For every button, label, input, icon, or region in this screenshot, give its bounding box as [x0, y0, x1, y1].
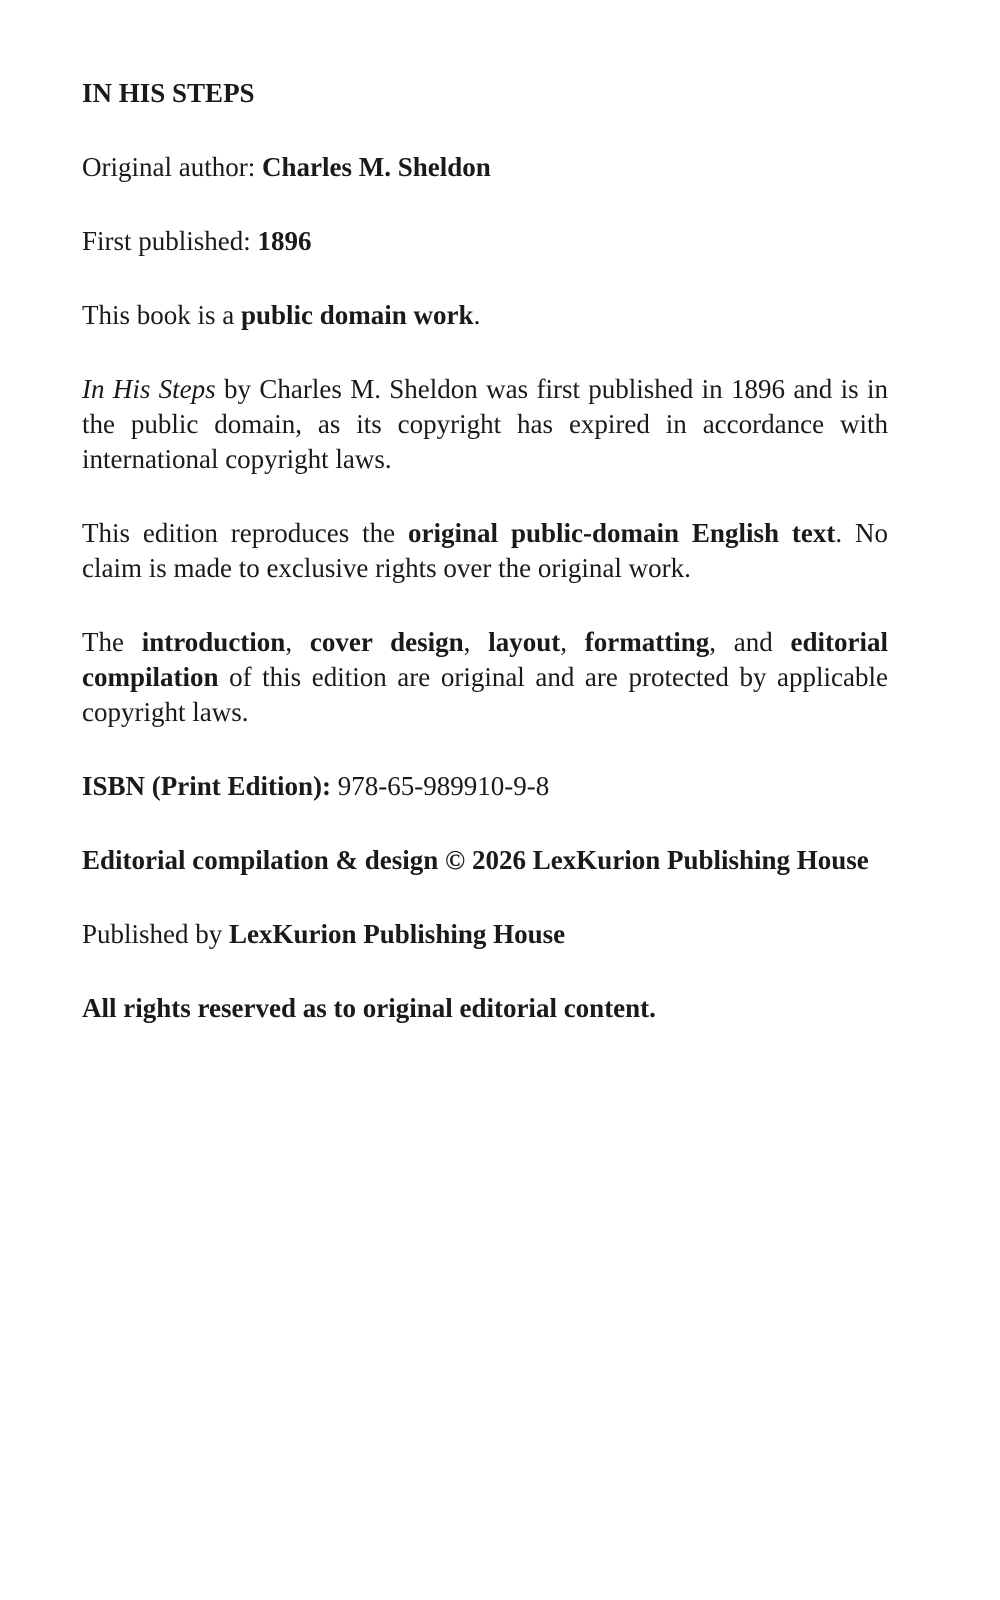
original-item-formatting: formatting [584, 627, 710, 657]
original-item-introduction: introduction [141, 627, 286, 657]
public-domain-suffix: . [473, 300, 481, 330]
copyright-status-text: by Charles M. Sheldon was first published in 1896 and is in the public domain, as its copyright has expired in accordance with international copyright laws. [82, 374, 888, 474]
author-line [82, 150, 888, 185]
edition-note-suffix: . No claim is made to exclusive rights over the original work. [82, 518, 888, 583]
book-title: IN HIS STEPS [82, 78, 255, 108]
author-name: Charles M. Sheldon [261, 152, 491, 182]
publisher-label: Published by [82, 919, 230, 949]
original-separator: , [463, 627, 489, 657]
isbn-label: ISBN (Print Edition): [82, 771, 332, 801]
original-separator: , [285, 627, 310, 657]
author-label: Original author: [82, 152, 262, 182]
original-item-cover-design: cover design [309, 627, 464, 657]
original-separator: , and [709, 627, 791, 657]
first-published-line [82, 224, 888, 259]
isbn-value: 978-65-989910-9-8 [331, 771, 550, 801]
first-published-year: 1896 [257, 226, 312, 256]
book-title-italic: In His Steps [82, 374, 216, 404]
original-content-paragraph [82, 625, 888, 730]
original-item-editorial-compilation: editorial compilation [82, 627, 889, 692]
public-domain-prefix: This book is a [82, 300, 241, 330]
publisher-name: LexKurion Publishing House [229, 919, 566, 949]
edition-note-emphasis: original public-domain English text [408, 518, 836, 548]
edition-note-paragraph [82, 516, 888, 586]
copyright-status-paragraph [82, 372, 888, 477]
copyright-line: Editorial compilation & design © 2026 LexKurion Publishing House [82, 845, 869, 875]
first-published-label: First published: [82, 226, 258, 256]
original-content-suffix: of this edition are original and are protected by applicable copyright laws. [82, 662, 888, 727]
publisher-line [82, 917, 888, 952]
original-separator: , [560, 627, 585, 657]
copyright-page-content [82, 76, 888, 1065]
original-item-layout: layout [488, 627, 561, 657]
edition-note-prefix: This edition reproduces the [82, 518, 409, 548]
public-domain-line [82, 298, 888, 333]
rights-reserved-line: All rights reserved as to original editorial content. [82, 993, 656, 1023]
public-domain-emphasis: public domain work [241, 300, 474, 330]
isbn-line [82, 769, 888, 804]
original-content-lead: The [82, 627, 142, 657]
